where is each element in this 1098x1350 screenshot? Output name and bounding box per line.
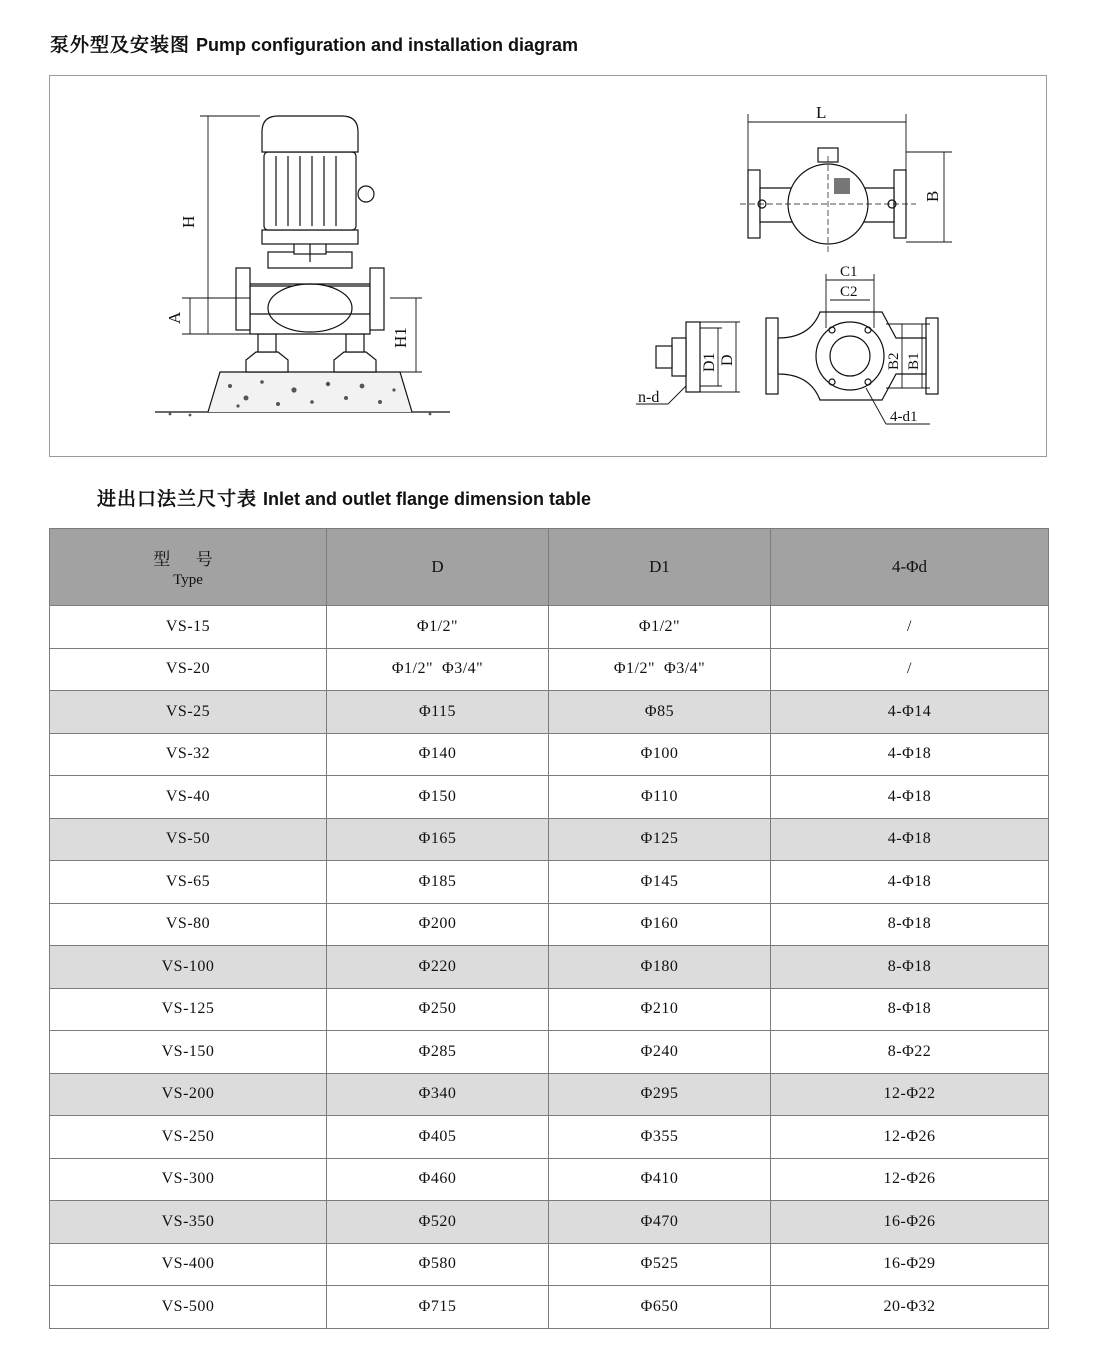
table-row	[50, 1201, 1049, 1244]
table-row	[50, 818, 1049, 861]
table-body	[50, 606, 1049, 1329]
table-header-row	[50, 529, 1049, 606]
cell-d1: Φ240	[549, 1031, 771, 1074]
cell-type: VS-200	[50, 1073, 327, 1116]
table-row	[50, 946, 1049, 989]
cell-type: VS-65	[50, 861, 327, 904]
cell-d: Φ250	[327, 988, 549, 1031]
label-D: D	[719, 354, 736, 366]
diagram-heading-en: Pump configuration and installation diagram	[196, 35, 579, 55]
cell-type: VS-300	[50, 1158, 327, 1201]
label-C1: C1	[840, 264, 858, 280]
label-D1: D1	[701, 352, 718, 372]
flange-dimension-table	[49, 528, 1049, 1329]
pump-diagram	[50, 76, 1048, 458]
pump-top-view	[740, 148, 916, 252]
cell-holes: 16-Φ26	[771, 1201, 1049, 1244]
cell-holes: 4-Φ18	[771, 733, 1049, 776]
cell-holes: /	[771, 606, 1049, 649]
cell-d: Φ715	[327, 1286, 549, 1329]
cell-d: Φ165	[327, 818, 549, 861]
diagram-heading-zh: 泵外型及安装图	[50, 34, 191, 56]
cell-holes: 12-Φ22	[771, 1073, 1049, 1116]
cell-d1: Φ1/2" Φ3/4"	[549, 648, 771, 691]
header-holes: 4-Φd	[771, 529, 1049, 606]
cell-holes: 20-Φ32	[771, 1286, 1049, 1329]
cell-d: Φ220	[327, 946, 549, 989]
table-row	[50, 776, 1049, 819]
cell-d: Φ285	[327, 1031, 549, 1074]
table-heading	[97, 484, 591, 512]
cell-type: VS-32	[50, 733, 327, 776]
label-L: L	[816, 103, 827, 122]
table-heading-en: Inlet and outlet flange dimension table	[263, 489, 592, 509]
cell-type: VS-15	[50, 606, 327, 649]
label-H1: H1	[391, 327, 410, 348]
cell-type: VS-100	[50, 946, 327, 989]
cell-holes: 4-Φ14	[771, 691, 1049, 734]
foundation-drawing	[155, 372, 450, 416]
label-B1: B1	[906, 352, 922, 370]
cell-d1: Φ410	[549, 1158, 771, 1201]
cell-d1: Φ525	[549, 1243, 771, 1286]
table-row	[50, 1073, 1049, 1116]
cell-type: VS-50	[50, 818, 327, 861]
table-row	[50, 861, 1049, 904]
table-row	[50, 648, 1049, 691]
cell-holes: 8-Φ22	[771, 1031, 1049, 1074]
cell-type: VS-125	[50, 988, 327, 1031]
label-A: A	[165, 311, 184, 324]
cell-d: Φ460	[327, 1158, 549, 1201]
cell-type: VS-350	[50, 1201, 327, 1244]
label-4-d1: 4-d1	[890, 409, 918, 425]
cell-d1: Φ470	[549, 1201, 771, 1244]
table-row	[50, 606, 1049, 649]
table-row	[50, 988, 1049, 1031]
cell-d1: Φ295	[549, 1073, 771, 1116]
cell-d: Φ185	[327, 861, 549, 904]
table-row	[50, 1286, 1049, 1329]
cell-holes: 8-Φ18	[771, 946, 1049, 989]
cell-type: VS-500	[50, 1286, 327, 1329]
header-D: D	[327, 529, 549, 606]
cell-holes: 4-Φ18	[771, 861, 1049, 904]
cell-type: VS-40	[50, 776, 327, 819]
cell-d: Φ520	[327, 1201, 549, 1244]
cell-type: VS-25	[50, 691, 327, 734]
cell-d: Φ1/2"	[327, 606, 549, 649]
cell-holes: /	[771, 648, 1049, 691]
table-row	[50, 1031, 1049, 1074]
cell-holes: 4-Φ18	[771, 818, 1049, 861]
cell-type: VS-150	[50, 1031, 327, 1074]
cell-d1: Φ355	[549, 1116, 771, 1159]
table-row	[50, 1116, 1049, 1159]
cell-holes: 8-Φ18	[771, 988, 1049, 1031]
cell-d1: Φ145	[549, 861, 771, 904]
cell-d1: Φ100	[549, 733, 771, 776]
header-type-en: Type	[173, 572, 203, 588]
label-C2: C2	[840, 284, 858, 300]
cell-type: VS-80	[50, 903, 327, 946]
cell-d1: Φ1/2"	[549, 606, 771, 649]
header-D1: D1	[549, 529, 771, 606]
cell-holes: 4-Φ18	[771, 776, 1049, 819]
label-n-d: n-d	[638, 389, 660, 406]
header-type-zh: 型 号	[153, 550, 223, 570]
label-H: H	[179, 215, 198, 228]
cell-d: Φ1/2" Φ3/4"	[327, 648, 549, 691]
table-row	[50, 1158, 1049, 1201]
cell-d1: Φ210	[549, 988, 771, 1031]
cell-d: Φ140	[327, 733, 549, 776]
cell-d1: Φ110	[549, 776, 771, 819]
cell-d: Φ200	[327, 903, 549, 946]
cell-d: Φ405	[327, 1116, 549, 1159]
table-row	[50, 903, 1049, 946]
label-B: B	[923, 190, 942, 202]
table-row	[50, 733, 1049, 776]
cell-type: VS-250	[50, 1116, 327, 1159]
cell-d1: Φ160	[549, 903, 771, 946]
cell-d: Φ580	[327, 1243, 549, 1286]
cell-holes: 12-Φ26	[771, 1158, 1049, 1201]
cell-holes: 12-Φ26	[771, 1116, 1049, 1159]
cell-holes: 8-Φ18	[771, 903, 1049, 946]
cell-d: Φ340	[327, 1073, 549, 1116]
header-type	[50, 529, 327, 606]
pump-side-view	[236, 116, 384, 372]
cell-d: Φ115	[327, 691, 549, 734]
cell-type: VS-400	[50, 1243, 327, 1286]
pump-diagram-box	[49, 75, 1047, 457]
table-row	[50, 1243, 1049, 1286]
cell-d1: Φ650	[549, 1286, 771, 1329]
cell-type: VS-20	[50, 648, 327, 691]
table-row	[50, 691, 1049, 734]
table-heading-zh: 进出口法兰尺寸表	[97, 488, 258, 510]
cell-d1: Φ180	[549, 946, 771, 989]
cell-d1: Φ125	[549, 818, 771, 861]
label-B2: B2	[886, 352, 902, 370]
cell-holes: 16-Φ29	[771, 1243, 1049, 1286]
diagram-heading	[50, 30, 578, 58]
cell-d1: Φ85	[549, 691, 771, 734]
cell-d: Φ150	[327, 776, 549, 819]
